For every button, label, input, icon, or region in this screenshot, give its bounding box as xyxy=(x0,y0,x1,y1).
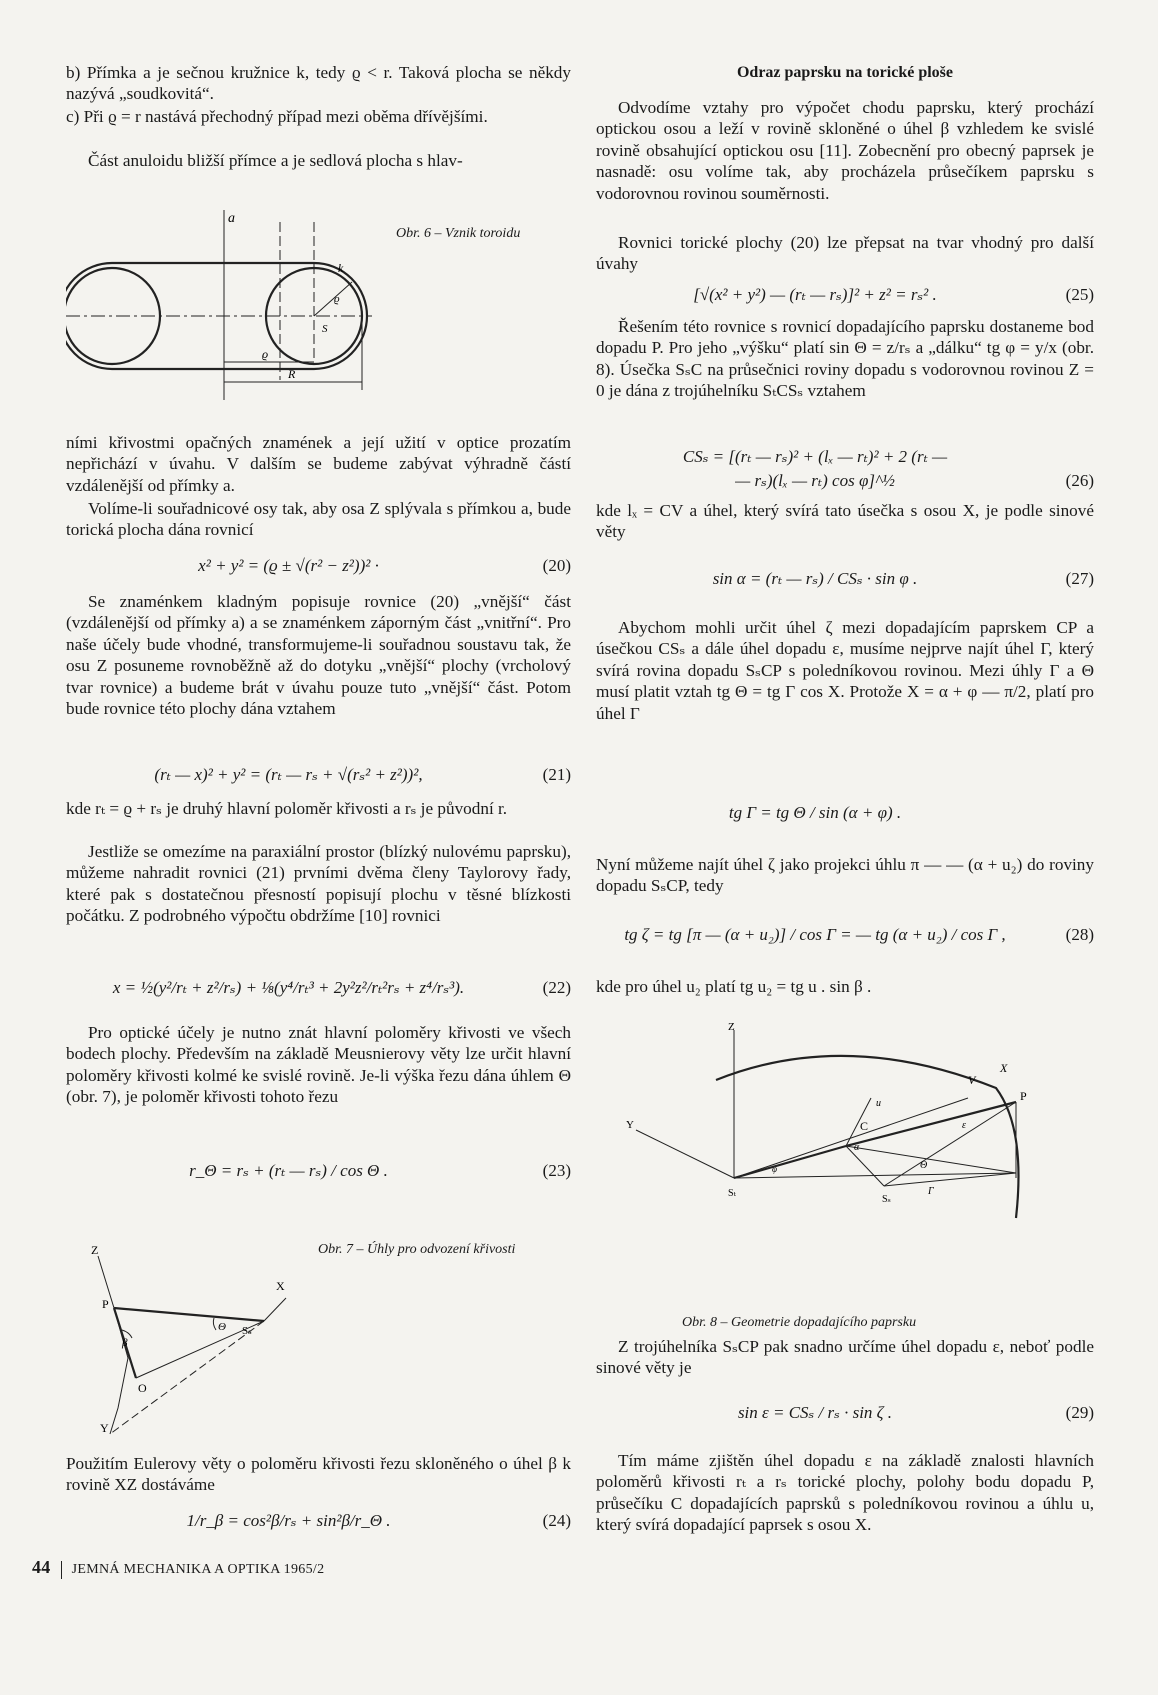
paragraph: Nyní můžeme najít úhel ζ jako projekci úhlu π — — (α + u₂) do roviny dopadu SₛCP, tedy xyxy=(596,855,1094,896)
label-z: Z xyxy=(91,1243,99,1257)
label-k: k xyxy=(338,261,344,275)
paragraph: Řešením této rovnice s rovnicí dopadajícího paprsku dostaneme bod dopadu P. Pro jeho „výšku“ platí sin Θ = z/rₛ a „dálku“ tg φ = y/x (obr. 8). Úsečka SₛC na průsečnici roviny dopadu s vodorovnou rovinou Z = 0 je dána z trojúhelníku SₜCSₛ vztahem xyxy=(596,317,1094,401)
section-heading: Odraz paprsku na torické ploše xyxy=(736,64,953,81)
label-x: X xyxy=(276,1279,285,1293)
label-o: O xyxy=(138,1381,147,1395)
paragraph: Odvodíme vztahy pro výpočet chodu paprsku, který prochází optickou osou a leží v rovině skloněné o úhel β vzhledem ke svislé rovině obsahující optickou osu [11]. Zobecnění pro obecný paprsek je nasnadě: osu volíme tak, aby procházela průsečíkem paprsku s vodorovnou rovinou souměrnosti. xyxy=(596,98,1094,203)
figure-7 xyxy=(66,1238,571,1438)
label-p: P xyxy=(102,1297,109,1311)
paragraph: Jestliže se omezíme na paraxiální prostor (blízký nulovému paprsku), můžeme nahradit rovnici (21) prvními dvěma členy Taylorovy řady, které pak s dostatečnou přesností popisují plochu v těsné blízkosti počátku. Z podrobného výpočtu obdržíme [10] rovnici xyxy=(66,842,571,926)
label-a: a xyxy=(228,211,235,226)
label-epsilon: ε xyxy=(962,1120,966,1131)
label-u: u xyxy=(876,1098,881,1109)
equation-29 xyxy=(596,1400,1094,1430)
label-z: Z xyxy=(728,1021,735,1033)
paragraph: Tím máme zjištěn úhel dopadu ε na základě znalosti hlavních poloměrů křivosti rₜ a rₛ torické plochy, polohy bodu dopadu P, průsečíku C dopadajících paprsků s poledníkovou rovinou a úhlu u, který svírá dopadající paprsek s osou X. xyxy=(596,1451,1094,1535)
equation-26 xyxy=(596,446,1094,496)
equation-number: (27) xyxy=(1065,569,1094,588)
equation-number: (25) xyxy=(1065,285,1094,304)
paragraph: Část anuloidu bližší přímce a je sedlová plocha s hlav- xyxy=(88,151,463,170)
label-gamma: Γ xyxy=(928,1186,934,1197)
toroid-diagram xyxy=(66,210,571,425)
equation-body: [√(x² + y²) — (rₜ — rₛ)]² + z² = rₛ² . xyxy=(693,285,937,304)
page-footer xyxy=(32,1557,324,1579)
label-phi: φ xyxy=(772,1164,777,1174)
journal-name: JEMNÁ MECHANIKA A OPTIKA 1965/2 xyxy=(71,1562,325,1577)
equation-body-continued: — rₛ)(lₓ — rₜ) cos φ]^½ xyxy=(735,471,895,490)
equation-24 xyxy=(66,1508,571,1538)
divider xyxy=(61,1561,62,1579)
paragraph: kde pro úhel u₂ platí tg u₂ = tg u . sin β . xyxy=(596,977,872,996)
label-c: C xyxy=(860,1119,869,1133)
equation-body: r_Θ = rₛ + (rₜ — rₛ) / cos Θ . xyxy=(189,1161,388,1180)
paragraph: b) Přímka a je sečnou kružnice k, tedy ϱ < r. Taková plocha se někdy nazývá „soudkovitá“. xyxy=(66,63,571,104)
label-x: X xyxy=(1000,1061,1008,1075)
label-alpha: α xyxy=(854,1142,860,1153)
label-theta: Θ xyxy=(920,1160,928,1171)
equation-number: (28) xyxy=(1065,925,1094,944)
label-y: Y xyxy=(100,1421,109,1435)
equation-23 xyxy=(66,1158,571,1188)
label-y: Y xyxy=(626,1119,634,1131)
equation-body: sin ε = CSₛ / rₛ · sin ζ . xyxy=(737,1403,893,1422)
curvature-angles-diagram xyxy=(66,1238,571,1438)
paragraph: Volíme-li souřadnicové osy tak, aby osa Z splývala s přímkou a, bude torická plocha dána rovnicí xyxy=(66,499,571,540)
equation-body: 1/r_β = cos²β/rₛ + sin²β/r_Θ . xyxy=(186,1511,391,1530)
equation-number: (20) xyxy=(542,556,571,575)
equation-number: (21) xyxy=(542,765,571,784)
page-number: 44 xyxy=(32,1557,51,1577)
label-ss: Sₛ xyxy=(242,1325,252,1337)
figure-caption: Obr. 8 – Geometrie dopadajícího paprsku xyxy=(682,1315,917,1330)
equation-gamma xyxy=(596,800,1094,830)
equation-body: tg Γ = tg Θ / sin (α + φ) . xyxy=(728,803,902,822)
equation-20 xyxy=(66,553,571,583)
paragraph: Abychom mohli určit úhel ζ mezi dopadajícím paprskem CP a úsečkou CSₛ a dále úhel dopadu ε, musíme nejprve najít úhel Γ, který svírá rovina dopadu SₛCP s poledníkovou rovinou. Mezi úhly Γ a Θ musí platit vztah tg Θ = tg Γ cos X. Protože X = α + φ — π/2, platí pro úhel Γ xyxy=(596,618,1094,723)
paragraph: Použitím Eulerovy věty o poloměru křivosti řezu skloněného o úhel β k rovině XZ dostáváme xyxy=(66,1454,571,1495)
paragraph: Rovnici torické plochy (20) lze přepsat na tvar vhodný pro další úvahy xyxy=(596,233,1094,274)
label-v: V xyxy=(968,1073,976,1087)
figure-6 xyxy=(66,210,571,425)
figure-caption: Obr. 6 – Vznik toroidu xyxy=(396,226,521,241)
paragraph: kde lₓ = CV a úhel, který svírá tato úsečka s osou X, je podle sinové věty xyxy=(596,501,1094,542)
equation-number: (29) xyxy=(1065,1403,1094,1422)
equation-number: (24) xyxy=(542,1511,571,1530)
incident-ray-geometry-diagram xyxy=(596,1018,1094,1318)
paragraph: kde rₜ = ϱ + rₛ je druhý hlavní poloměr křivosti a rₛ je původní r. xyxy=(66,799,508,818)
paragraph: Se znaménkem kladným popisuje rovnice (20) „vnější“ část (vzdálenější od přímky a) a se znaménkem záporným část „vnitřní“. Pro naše účely bude vhodné, transformujeme-li souřadnou soustavu tak, že osu Z posuneme rovnoběžně až do dotyku „vnější“ plochy (vrcholový tvar rovnice) a budeme brát v úvahu pouze tuto „vnější“ část. Potom bude rovnice této plochy dána vztahem xyxy=(66,592,571,719)
label-st: Sₜ xyxy=(728,1188,737,1199)
equation-27 xyxy=(596,566,1094,596)
paragraph: Z trojúhelníka SₛCP pak snadno určíme úhel dopadu ε, neboť podle sinové věty je xyxy=(596,1337,1094,1378)
equation-number: (22) xyxy=(542,978,571,997)
paragraph: c) Při ϱ = r nastává přechodný případ mezi oběma dřívějšími. xyxy=(66,107,488,126)
equation-28 xyxy=(596,922,1094,952)
equation-body: x² + y² = (ϱ ± √(r² − z²))² · xyxy=(198,556,379,575)
paragraph: ními křivostmi opačných znamének a její užití v optice prozatím nepřichází v úvahu. V dalším se budeme zabývat výhradně částí vzdálenější od přímky a. xyxy=(66,433,571,495)
label-R: R xyxy=(288,367,296,381)
label-g: ϱ xyxy=(334,293,340,305)
paragraph: Pro optické účely je nutno znát hlavní poloměry křivosti ve všech bodech plochy. Především na základě Meusnierovy věty lze určit hlavní poloměry křivosti kolmé ke svislé rovině. Je-li výška řezu dána úhlem Θ (obr. 7), je poloměr křivosti tohoto řezu xyxy=(66,1023,571,1107)
label-rho: ϱ xyxy=(262,347,269,361)
label-ss: Sₛ xyxy=(882,1194,891,1205)
equation-body: CSₛ = [(rₜ — rₛ)² + (lₓ — rₜ)² + 2 (rₜ — xyxy=(682,447,948,466)
label-p: P xyxy=(1020,1089,1027,1103)
equation-body: x = ½(y²/rₜ + z²/rₛ) + ⅛(y⁴/rₜ³ + 2y²z²/rₜ²rₛ + z⁴/rₛ³). xyxy=(112,978,465,997)
figure-caption: Obr. 7 – Úhly pro odvození křivosti xyxy=(318,1242,516,1257)
equation-number: (23) xyxy=(542,1161,571,1180)
equation-25 xyxy=(596,282,1094,312)
equation-number: (26) xyxy=(1065,471,1094,490)
equation-body: tg ζ = tg [π — (α + u₂)] / cos Γ = — tg (α + u₂) / cos Γ , xyxy=(624,925,1006,944)
figure-8 xyxy=(596,1018,1094,1338)
label-s: S xyxy=(322,323,328,335)
equation-22 xyxy=(66,975,571,1005)
equation-21 xyxy=(66,762,571,792)
label-beta: β xyxy=(122,1337,128,1349)
equation-body: (rₜ — x)² + y² = (rₜ — rₛ + √(rₛ² + z²))², xyxy=(154,765,423,784)
label-theta: Θ xyxy=(218,1321,226,1333)
equation-body: sin α = (rₜ — rₛ) / CSₛ · sin φ . xyxy=(712,569,918,588)
